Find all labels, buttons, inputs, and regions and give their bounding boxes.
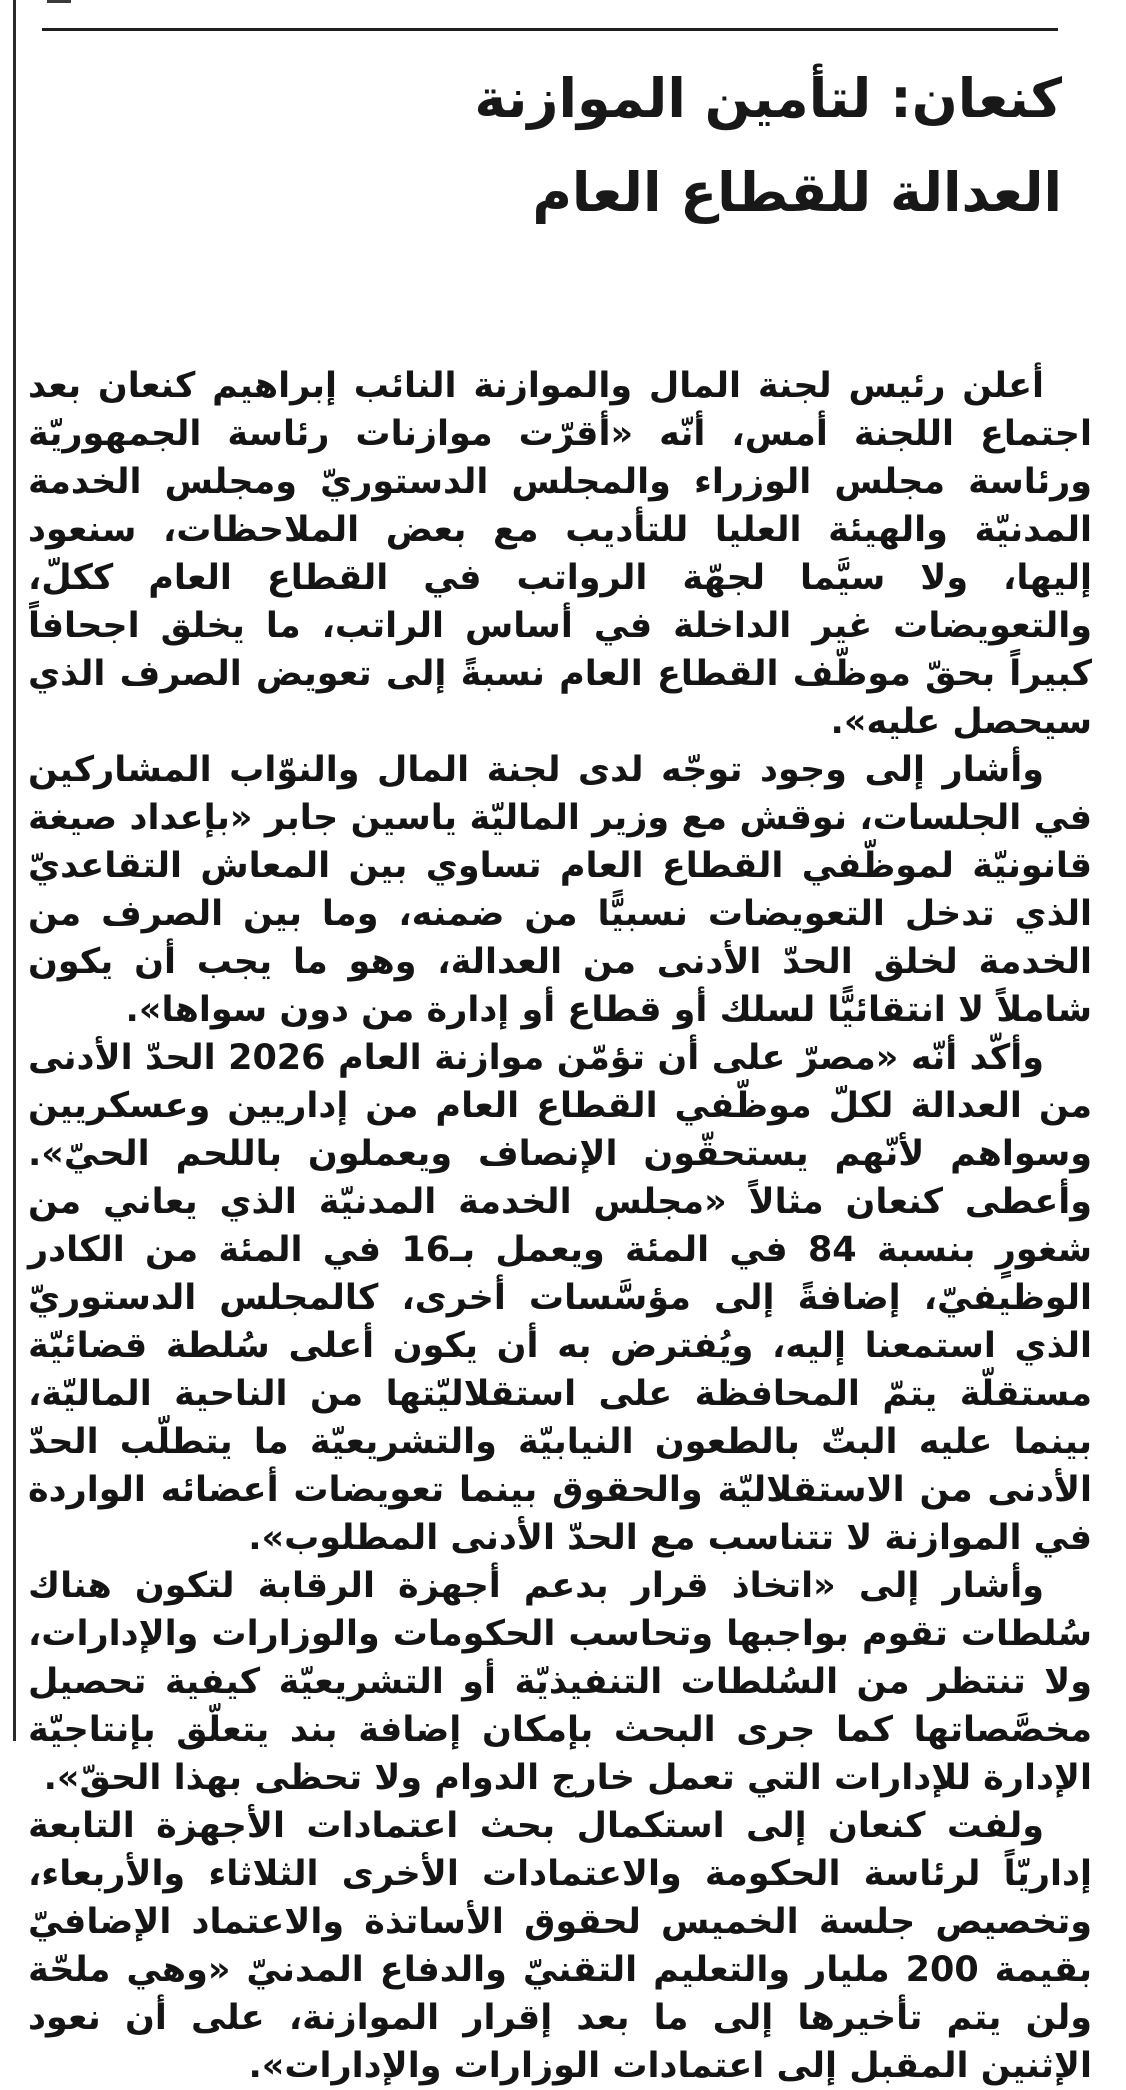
article-paragraph: أعلن رئيس لجنة المال والموازنة النائب إبراهيم كنعان بعد اجتماع اللجنة أمس، أنّه «أقرّت موازنات رئاسة الجمهوريّة ورئاسة مجلس الوزراء والمجلس الدستوريّ ومجلس الخدمة المدنيّة والهيئة العليا للتأديب مع بعض الملاحظات، سنعود إليها، ولا سيَّما لجهّة الرواتب في القطاع العام ككلّ، والتعويضات غير الداخلة في أساس الراتب، ما يخلق اجحافاً كبيراً بحقّ موظّف القطاع العام نسبةً إلى تعويض الصرف الذي سيحصل عليه». (28, 366, 1092, 742)
article-paragraph: ولفت كنعان إلى استكمال بحث اعتمادات الأجهزة التابعة إداريّاً لرئاسة الحكومة والاعتمادات الأخرى الثلاثاء والأربعاء، وتخصيص جلسة الخميس لحقوق الأساتذة والاعتماد الإضافيّ بقيمة 200 مليار والتعليم التقنيّ والدفاع المدنيّ «وهي ملحّة ولن يتم تأخيرها إلى ما بعد إقرار الموازنة، على أن نعود الإثنين المقبل إلى اعتمادات الوزارات والإدارات». (28, 1806, 1092, 2086)
article-headline (412, 52, 1062, 240)
scan-artifact-dash (47, 0, 71, 3)
article-paragraph: وأكّد أنّه «مصرّ على أن تؤمّن موازنة العام 2026 الحدّ الأدنى من العدالة لكلّ موظّفي القطاع العام من إداريين وعسكريين وسواهم لأنّهم يستحقّون الإنصاف ويعملون باللحم الحيّ». وأعطى كنعان مثالاً «مجلس الخدمة المدنيّة الذي يعاني من شغورٍ بنسبة 84 في المئة ويعمل بـ16 في المئة من الكادر الوظيفيّ، إضافةً إلى مؤسَّسات أخرى، كالمجلس الدستوريّ الذي استمعنا إليه، ويُفترض به أن يكون أعلى سُلطة قضائيّة مستقلّة يتمّ المحافظة على استقلاليّتها من الناحية الماليّة، بينما عليه البتّ بالطعون النيابيّة والتشريعيّة ما يتطلّب الحدّ الأدنى من الاستقلاليّة والحقوق بينما تعويضات أعضائه الواردة في الموازنة لا تتناسب مع الحدّ الأدنى المطلوب». (28, 1038, 1092, 1558)
headline-line-2: العدالة للقطاع العام (532, 161, 1062, 224)
headline-line-1: كنعان: لتأمين الموازنة (474, 67, 1062, 130)
article-body (28, 362, 1092, 2090)
article-paragraph: وأشار إلى «اتخاذ قرار بدعم أجهزة الرقابة لتكون هناك سُلطات تقوم بواجبها وتحاسب الحكومات والوزارات والإدارات، ولا تنتظر من السُلطات التنفيذيّة أو التشريعيّة كيفية تحصيل مخصَّصاتها كما جرى البحث بإمكان إضافة بند يتعلّق بإنتاجيّة الإدارة للإدارات التي تعمل خارج الدوام ولا تحظى بهذا الحقّ». (28, 1566, 1092, 1798)
article-paragraph: وأشار إلى وجود توجّه لدى لجنة المال والنوّاب المشاركين في الجلسات، نوقش مع وزير الماليّة ياسين جابر «بإعداد صيغة قانونيّة لموظّفي القطاع العام تساوي بين المعاش التقاعديّ الذي تدخل التعويضات نسبيًّا من ضمنه، وما بين الصرف من الخدمة لخلق الحدّ الأدنى من العدالة، وهو ما يجب أن يكون شاملاً لا انتقائيًّا لسلك أو قطاع أو إدارة من دون سواها». (28, 750, 1092, 1030)
column-divider-rule (13, 0, 16, 1741)
top-section-rule (42, 28, 1058, 31)
